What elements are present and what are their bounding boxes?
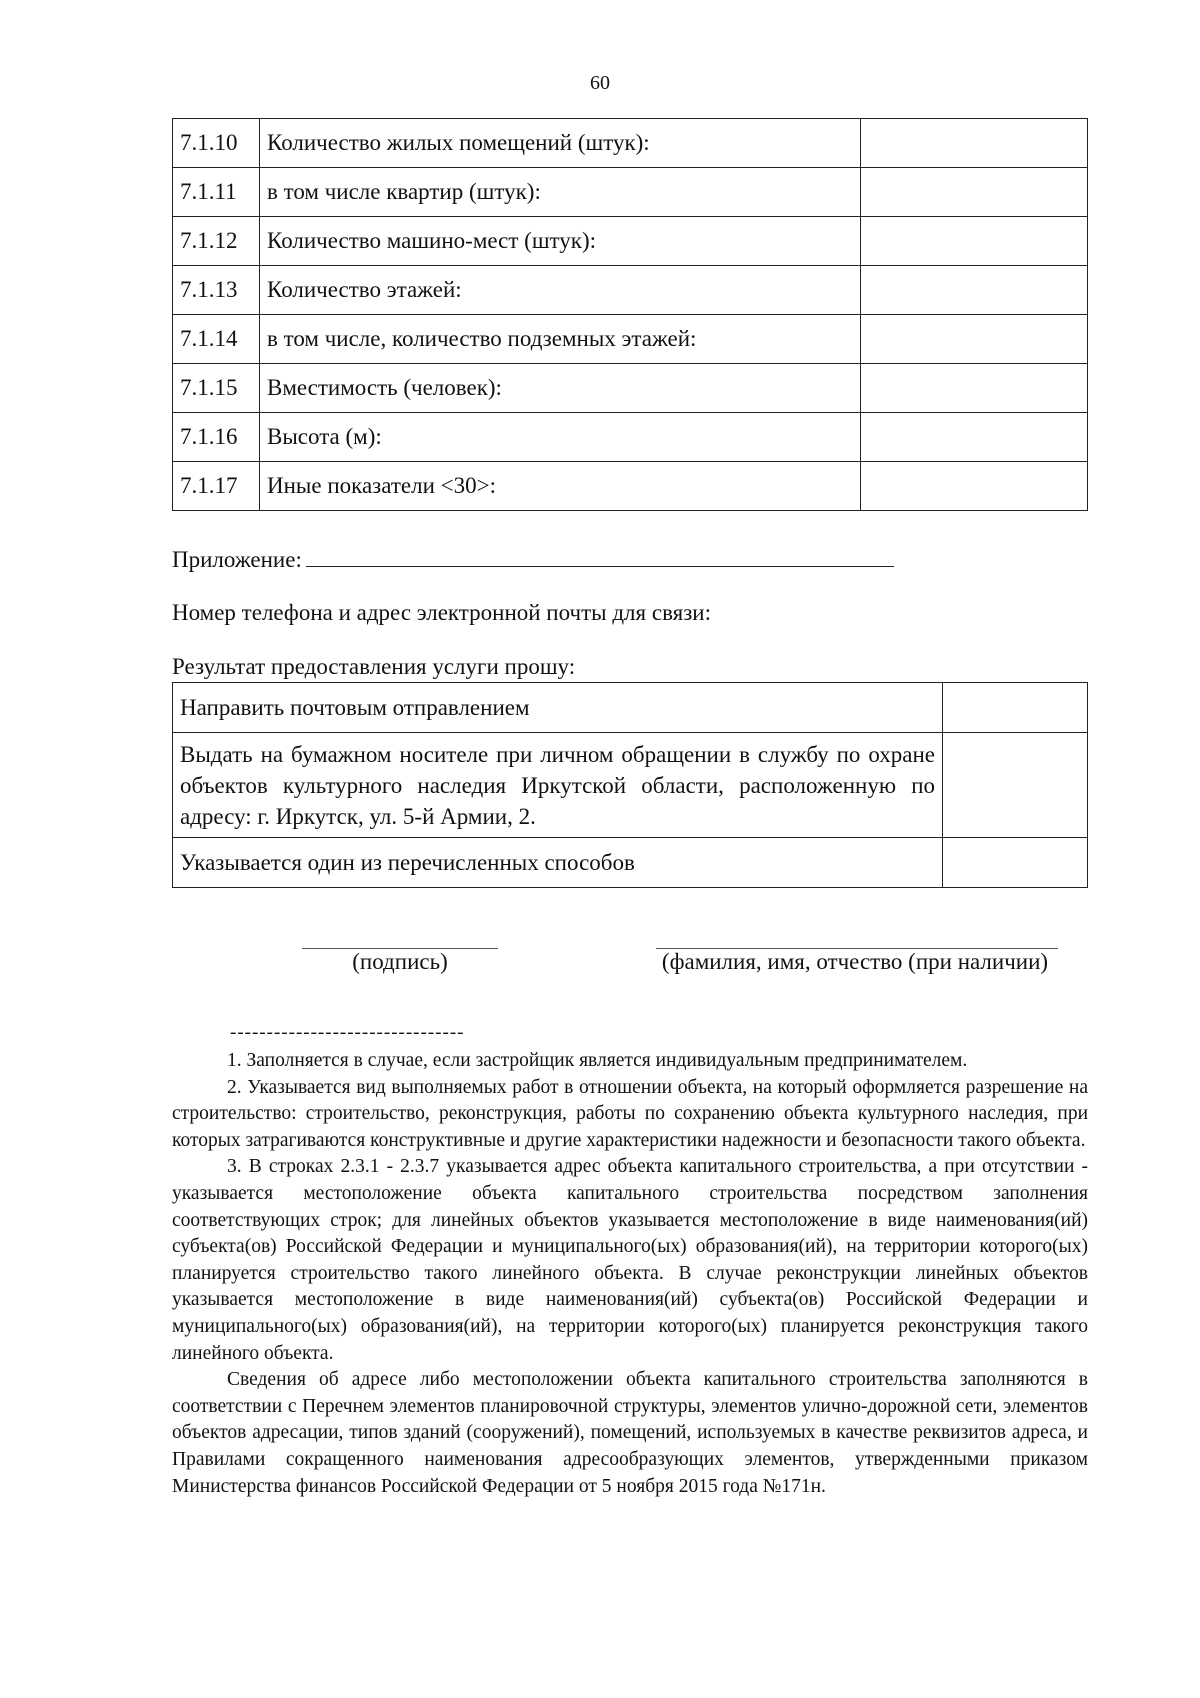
table-row	[173, 217, 1088, 266]
row-number: 7.1.16	[173, 413, 260, 462]
table-row	[173, 168, 1088, 217]
option-checkbox-cell[interactable]	[943, 838, 1088, 888]
parameters-table	[172, 118, 1088, 511]
row-value-cell[interactable]	[861, 266, 1088, 315]
table-row	[173, 315, 1088, 364]
attachment-line	[172, 546, 894, 573]
row-value-cell[interactable]	[861, 168, 1088, 217]
row-label: Иные показатели <30>:	[260, 462, 861, 511]
row-value-cell[interactable]	[861, 413, 1088, 462]
contact-label: Номер телефона и адрес электронной почты для связи:	[172, 600, 711, 625]
table-row	[173, 413, 1088, 462]
row-number: 7.1.14	[173, 315, 260, 364]
option-text: Указывается один из перечисленных способов	[173, 838, 943, 888]
attachment-label: Приложение:	[172, 547, 302, 572]
attachment-field[interactable]	[306, 546, 894, 567]
result-label: Результат предоставления услуги прошу:	[172, 654, 576, 679]
row-label: Вместимость (человек):	[260, 364, 861, 413]
row-value-cell[interactable]	[861, 217, 1088, 266]
row-number: 7.1.10	[173, 119, 260, 168]
page-number: 60	[590, 72, 610, 94]
row-label: в том числе квартир (штук):	[260, 168, 861, 217]
row-number: 7.1.11	[173, 168, 260, 217]
option-text: Выдать на бумажном носителе при личном обращении в службу по охране объектов культурного наследия Иркутской области, расположенную по адресу: г. Иркутск, ул. 5-й Армии, 2.	[173, 733, 943, 838]
table-row	[173, 119, 1088, 168]
name-caption: (фамилия, имя, отчество (при наличии)	[661, 949, 1049, 974]
name-block	[650, 948, 1060, 975]
row-number: 7.1.12	[173, 217, 260, 266]
option-text: Направить почтовым отправлением	[173, 683, 943, 733]
row-value-cell[interactable]	[861, 462, 1088, 511]
footnote: 2. Указывается вид выполняемых работ в отношении объекта, на который оформляется разрешение на строительство: строительство, реконструкция, работы по сохранению объекта культурного наследия, при которых затрагиваются конструктивные и другие характеристики надежности и безопасности такого объекта.	[172, 1076, 1088, 1151]
row-value-cell[interactable]	[861, 119, 1088, 168]
footnote-separator: --------------------------------	[230, 1022, 465, 1043]
row-label: Количество этажей:	[260, 266, 861, 315]
footnote: 3. В строках 2.3.1 - 2.3.7 указывается адрес объекта капитального строительства, а при отсутствии - указывается местоположение объекта капитального строительства посредством заполнения соответствующих строк; для линейных объектов указывается местоположение в виде наименования(ий) субъекта(ов) Российской Федерации и муниципального(ых) образования(ий), на территории которого(ых) планируется строительство такого линейного объекта. В случае реконструкции линейных объектов указывается местоположение в виде наименования(ий) субъекта(ов) Российской Федерации и муниципального(ых) образования(ий), на территории которого(ых) планируется реконструкция такого линейного объекта.	[172, 1156, 1088, 1364]
table-row	[173, 364, 1088, 413]
footnote: Сведения об адресе либо местоположении объекта капитального строительства заполняются в соответствии с Перечнем элементов планировочной структуры, элементов улично-дорожной сети, элементов объектов адресации, типов зданий (сооружений), помещений, используемых в качестве реквизитов адреса, и Правилами сокращенного наименования адресообразующих элементов, утвержденными приказом Министерства финансов Российской Федерации от 5 ноября 2015 года №171н.	[172, 1369, 1088, 1497]
row-number: 7.1.17	[173, 462, 260, 511]
option-checkbox-cell[interactable]	[943, 683, 1088, 733]
table-row	[173, 462, 1088, 511]
row-value-cell[interactable]	[861, 315, 1088, 364]
row-number: 7.1.13	[173, 266, 260, 315]
table-row	[173, 838, 1088, 888]
table-row	[173, 266, 1088, 315]
signature-caption: (подпись)	[352, 949, 448, 974]
row-label: Высота (м):	[260, 413, 861, 462]
row-label: в том числе, количество подземных этажей:	[260, 315, 861, 364]
signature-block	[302, 948, 498, 975]
row-label: Количество жилых помещений (штук):	[260, 119, 861, 168]
option-checkbox-cell[interactable]	[943, 733, 1088, 838]
result-options-table	[172, 682, 1088, 888]
row-number: 7.1.15	[173, 364, 260, 413]
table-row	[173, 683, 1088, 733]
table-row	[173, 733, 1088, 838]
row-label: Количество машино-мест (штук):	[260, 217, 861, 266]
footnote: 1. Заполняется в случае, если застройщик является индивидуальным предпринимателем.	[227, 1050, 968, 1071]
footnotes	[172, 1048, 1088, 1500]
row-value-cell[interactable]	[861, 364, 1088, 413]
